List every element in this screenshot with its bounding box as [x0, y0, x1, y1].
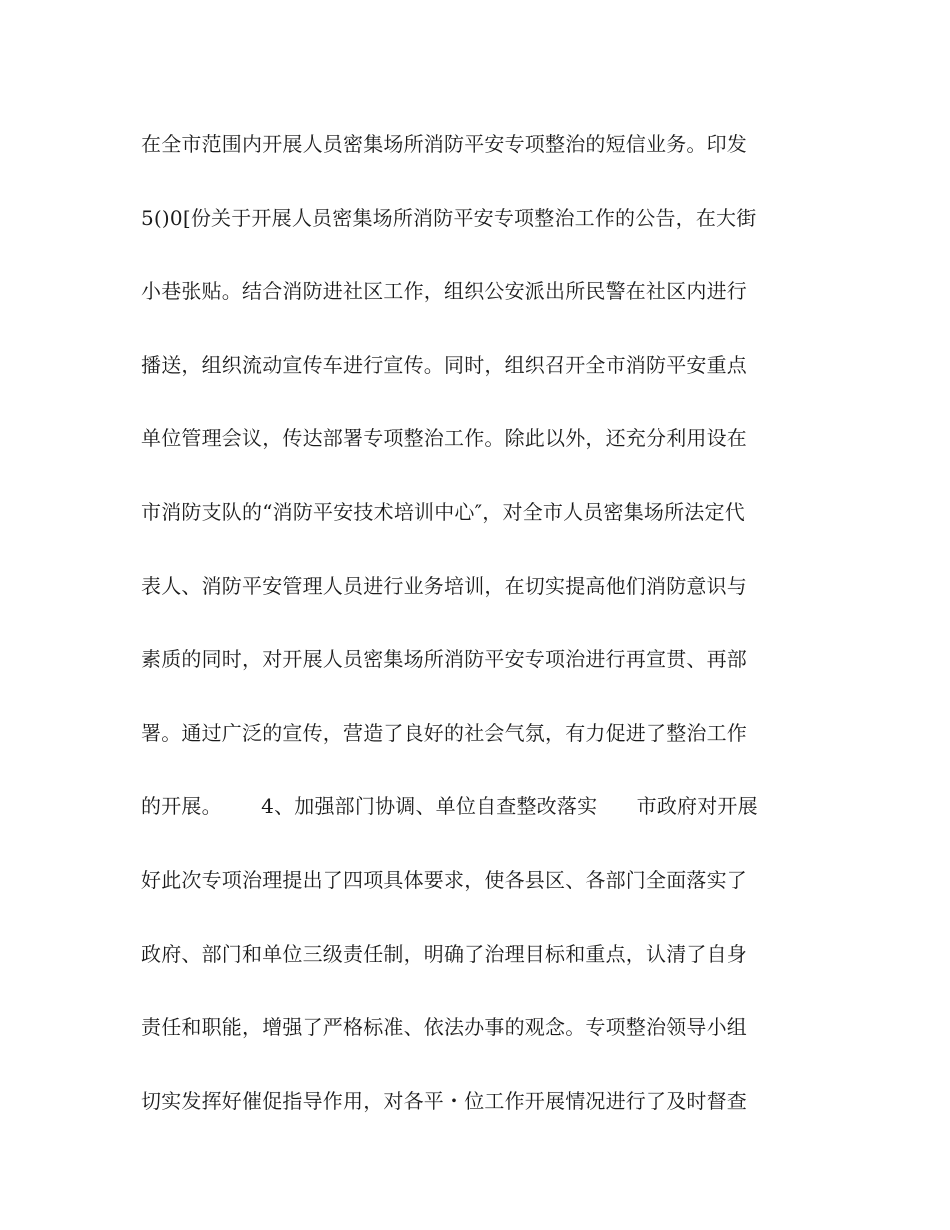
text-line-1: 在全市范围内开展人员密集场所消防平安专项整治的短信业务。印发: [141, 132, 747, 156]
text-line-7: 表人、消防平安管理人员进行业务培训，在切实提高他们消防意识与: [141, 573, 747, 598]
text-line-3: 小巷张贴。结合消防进社区工作，组织公安派出所民警在社区内进行: [141, 279, 747, 304]
text-line-8: 素质的同时，对开展人员密集场所消防平安专项治进行再宣贯、再部: [141, 647, 747, 672]
body-text: [141, 122, 821, 1152]
text-line-9: 署。通过广泛的宣传，营造了良好的社会气氛，有力促进了整治工作: [141, 720, 747, 745]
text-line-11: 好此次专项治理提出了四项具体要求，使各县区、各部门全面落实了: [141, 867, 747, 892]
text-line-2: 5()0[份关于开展人员密集场所消防平安专项整治工作的公告，在大街: [141, 205, 757, 230]
text-line-13: 责任和职能，增强了严格标准、依法办事的观念。专项整治领导小组: [141, 1015, 747, 1040]
text-line-10: 的开展。 4、加强部门协调、单位自查整改落实 市政府对开展: [141, 794, 758, 819]
text-line-6: 市消防支队的“消防平安技术培训中心″，对全市人员密集场所法定代: [141, 499, 745, 524]
text-line-14: 切实发挥好催促指导作用，对各平・位工作开展情况进行了及时督查: [141, 1088, 747, 1113]
text-line-12: 政府、部门和单位三级责任制，明确了治理目标和重点，认清了自身: [141, 941, 747, 966]
text-line-4: 播送，组织流动宣传车进行宣传。同时，组织召开全市消防平安重点: [141, 352, 747, 377]
text-line-5: 单位管理会议，传达部署专项整治工作。除此以外，还充分利用设在: [141, 426, 747, 451]
